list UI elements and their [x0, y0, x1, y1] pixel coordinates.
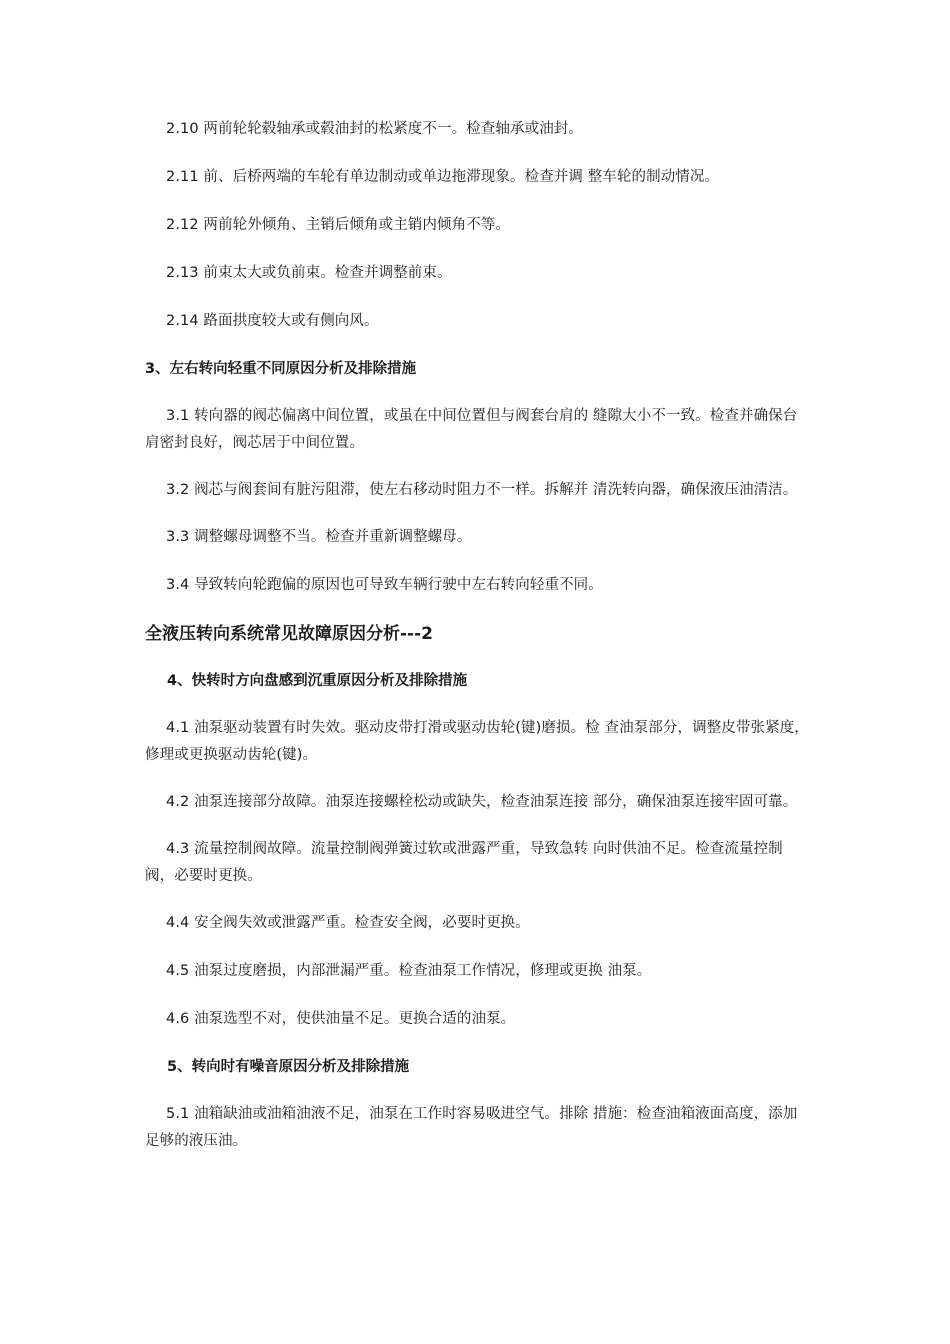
- paragraph-2-11: 2.11 前、后桥两端的车轮有单边制动或单边拖滞现象。检查并调 整车轮的制动情况。: [166, 169, 720, 185]
- paragraph-3-1: 3.1 转向器的阀芯偏离中间位置，或虽在中间位置但与阀套台肩的 缝隙大小不一致。检查并确保台肩密封良好，阀芯居于中间位置。: [145, 408, 798, 451]
- paragraph-3-3: 3.3 调整螺母调整不当。检查并重新调整螺母。: [166, 529, 472, 545]
- document-page: [145, 116, 809, 1175]
- paragraph-4-4: 4.4 安全阀失效或泄露严重。检查安全阀，必要时更换。: [166, 915, 530, 931]
- section-heading-5: 5、转向时有噪音原因分析及排除措施: [167, 1059, 410, 1075]
- paragraph-4-2: 4.2 油泵连接部分故障。油泵连接螺栓松动或缺失，检查油泵连接 部分，确保油泵连接牢固可靠。: [166, 794, 798, 810]
- article-title-part-2: 全液压转向系统常见故障原因分析---2: [145, 624, 433, 644]
- paragraph-4-3: 4.3 流量控制阀故障。流量控制阀弹簧过软或泄露严重，导致急转 向时供油不足。检查流量控制阀，必要时更换。: [145, 841, 783, 884]
- paragraph-3-4: 3.4 导致转向轮跑偏的原因也可导致车辆行驶中左右转向轻重不同。: [166, 577, 603, 593]
- section-heading-3: 3、左右转向轻重不同原因分析及排除措施: [145, 361, 417, 377]
- paragraph-5-1: 5.1 油箱缺油或油箱油液不足，油泵在工作时容易吸进空气。排除 措施：检查油箱液面高度，添加足够的液压油。: [145, 1106, 798, 1149]
- paragraph-2-12: 2.12 两前轮外倾角、主销后倾角或主销内倾角不等。: [166, 217, 510, 233]
- section-heading-4: 4、快转时方向盘感到沉重原因分析及排除措施: [167, 673, 468, 689]
- paragraph-4-1: 4.1 油泵驱动装置有时失效。驱动皮带打滑或驱动齿轮(键)磨损。检 查油泵部分，调整皮带张紧度，修理或更换驱动齿轮(键)。: [145, 720, 809, 763]
- paragraph-2-14: 2.14 路面拱度较大或有侧向风。: [166, 313, 379, 329]
- paragraph-4-6: 4.6 油泵选型不对，使供油量不足。更换合适的油泵。: [166, 1011, 516, 1027]
- paragraph-2-13: 2.13 前束太大或负前束。检查并调整前束。: [166, 265, 452, 281]
- paragraph-3-2: 3.2 阀芯与阀套间有脏污阻滞，使左右移动时阻力不一样。拆解并 清洗转向器，确保液压油清洁。: [166, 482, 798, 498]
- paragraph-2-10: 2.10 两前轮轮毂轴承或毂油封的松紧度不一。检查轴承或油封。: [166, 121, 583, 137]
- paragraph-4-5: 4.5 油泵过度磨损，内部泄漏严重。检查油泵工作情况，修理或更换 油泵。: [166, 963, 652, 979]
